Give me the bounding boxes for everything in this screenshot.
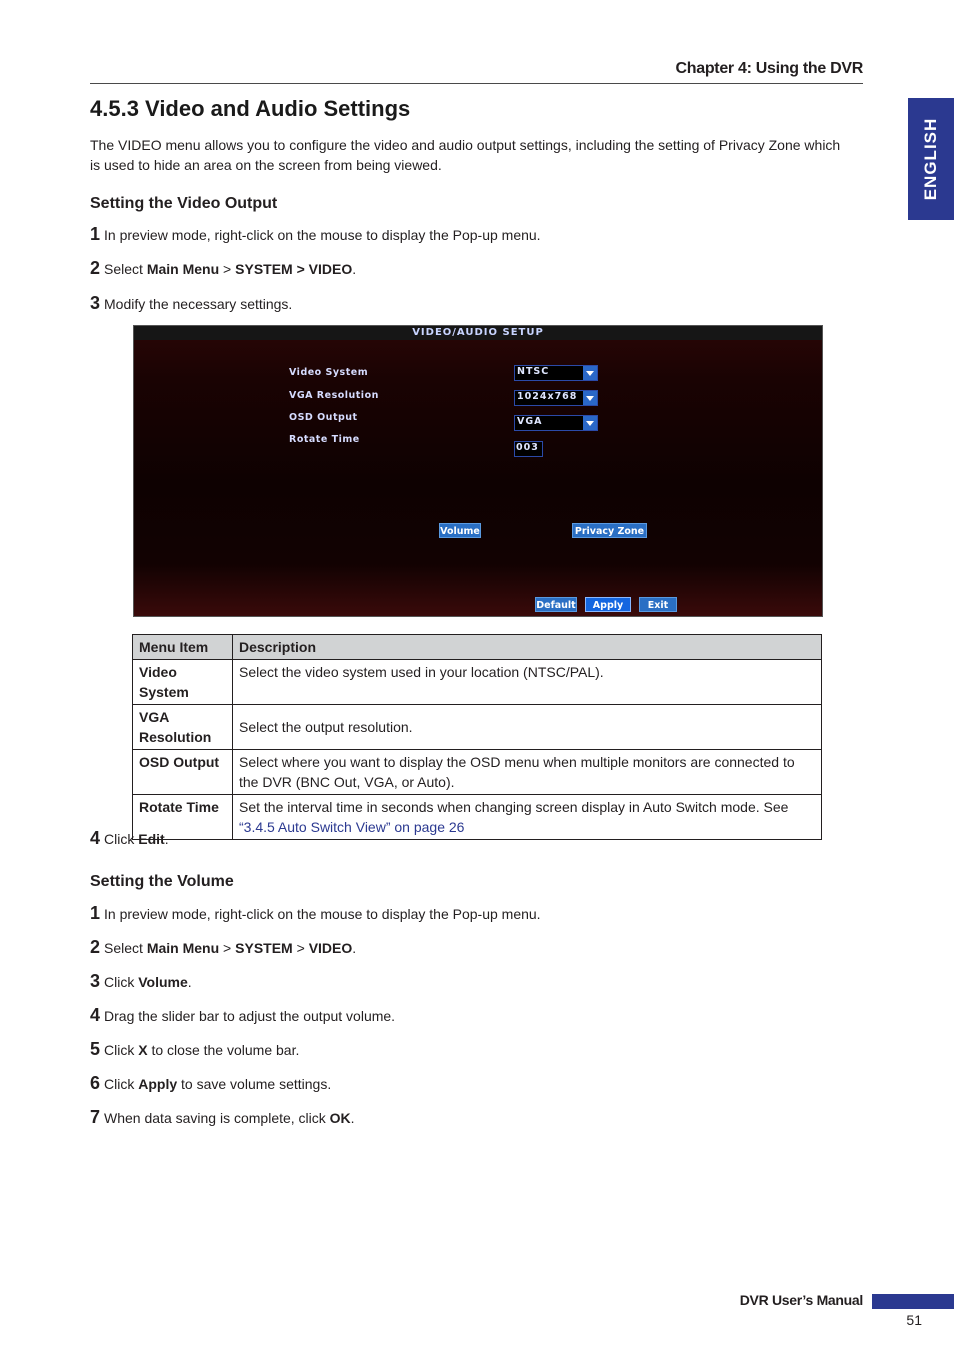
footer-accent-bar bbox=[872, 1294, 954, 1309]
step-bold: Main Menu bbox=[146, 261, 220, 277]
video-step-1 bbox=[90, 224, 541, 245]
osd-output-value: VGA bbox=[517, 416, 543, 427]
step-bold: OK bbox=[329, 1110, 351, 1126]
volume-step-2 bbox=[90, 937, 356, 958]
step-text: Select bbox=[104, 940, 147, 956]
volume-button[interactable]: Volume bbox=[439, 523, 481, 538]
table-row bbox=[133, 660, 822, 705]
step-number: 3 bbox=[90, 293, 101, 313]
video-step-4 bbox=[90, 828, 169, 849]
page-number: 51 bbox=[906, 1312, 922, 1328]
volume-step-4 bbox=[90, 1005, 395, 1026]
step-text: In preview mode, right-click on the mouse to display the Pop-up menu. bbox=[104, 227, 541, 243]
volume-step-1 bbox=[90, 903, 541, 924]
vga-resolution-value: 1024x768 bbox=[517, 391, 578, 402]
step-text: Select bbox=[104, 261, 147, 277]
language-tab bbox=[908, 98, 954, 220]
item-line: VGA bbox=[139, 709, 170, 725]
step-number: 3 bbox=[90, 971, 101, 991]
step-text: > bbox=[292, 940, 309, 956]
exit-button[interactable]: Exit bbox=[639, 597, 677, 612]
volume-heading: Setting the Volume bbox=[90, 873, 234, 890]
step-text: . bbox=[350, 1110, 355, 1126]
step-bold: Volume bbox=[138, 974, 188, 990]
step-text: . bbox=[352, 940, 357, 956]
step-number: 6 bbox=[90, 1073, 101, 1093]
step-number: 2 bbox=[90, 258, 101, 278]
section-intro: The VIDEO menu allows you to configure the video and audio output settings, including the setting of Privacy Zone which is used to hide an area on the screen from being viewed. bbox=[90, 137, 841, 173]
dvr-label-vga-resolution: VGA Resolution bbox=[289, 390, 379, 401]
desc-text: Set the interval time in seconds when changing screen display in Auto Switch mode. See bbox=[239, 799, 789, 815]
step-number: 1 bbox=[90, 903, 101, 923]
table-row bbox=[133, 795, 822, 840]
table-cell-item: OSD Output bbox=[133, 750, 233, 795]
step-text: > bbox=[219, 261, 236, 277]
vga-resolution-select[interactable] bbox=[514, 390, 598, 406]
volume-step-7 bbox=[90, 1107, 355, 1128]
section-title: 4.5.3 Video and Audio Settings bbox=[90, 96, 411, 121]
dvr-label-osd-output: OSD Output bbox=[289, 412, 358, 423]
dvr-label-video-system: Video System bbox=[289, 367, 369, 378]
item-line: Resolution bbox=[139, 729, 212, 745]
video-output-heading: Setting the Video Output bbox=[90, 195, 278, 212]
dvr-label-rotate-time: Rotate Time bbox=[289, 434, 360, 445]
table-row bbox=[133, 750, 822, 795]
step-number: 2 bbox=[90, 937, 101, 957]
step-text: > bbox=[219, 940, 236, 956]
step-number: 7 bbox=[90, 1107, 101, 1127]
language-tab-label: ENGLISH bbox=[921, 117, 940, 201]
step-text: to save volume settings. bbox=[177, 1076, 332, 1092]
step-text: In preview mode, right-click on the mouse to display the Pop-up menu. bbox=[104, 906, 541, 922]
rotate-time-input[interactable]: 003 bbox=[514, 441, 543, 457]
dvr-title: VIDEO/AUDIO SETUP bbox=[412, 327, 544, 338]
video-system-value: NTSC bbox=[517, 366, 550, 377]
step-bold: SYSTEM > VIDEO bbox=[235, 261, 353, 277]
table-header-row bbox=[133, 635, 822, 660]
table-cell-desc: Select the output resolution. bbox=[233, 705, 822, 750]
chevron-down-icon[interactable] bbox=[583, 416, 597, 430]
table-header: Menu Item bbox=[133, 635, 233, 660]
footer-manual-title: DVR User’s Manual bbox=[739, 1292, 863, 1308]
table-header: Description bbox=[233, 635, 822, 660]
menu-item-table bbox=[132, 634, 822, 840]
step-bold: Main Menu bbox=[146, 940, 220, 956]
step-bold: Apply bbox=[138, 1076, 178, 1092]
step-text: Modify the necessary settings. bbox=[104, 296, 293, 312]
privacy-zone-button[interactable]: Privacy Zone bbox=[572, 523, 647, 538]
step-text: . bbox=[164, 831, 169, 847]
cross-reference-link[interactable]: “3.4.5 Auto Switch View” on page 26 bbox=[239, 819, 465, 835]
table-cell-desc bbox=[233, 795, 822, 840]
volume-step-5 bbox=[90, 1039, 299, 1060]
step-bold: X bbox=[138, 1042, 148, 1058]
apply-button[interactable]: Apply bbox=[585, 597, 631, 612]
step-text: Click bbox=[104, 831, 139, 847]
step-text: Click bbox=[104, 1076, 139, 1092]
step-text: Drag the slider bar to adjust the output volume. bbox=[104, 1008, 396, 1024]
table-row bbox=[133, 705, 822, 750]
osd-output-select[interactable] bbox=[514, 415, 598, 431]
table-cell-item: Video System bbox=[133, 660, 233, 705]
step-bold: VIDEO bbox=[308, 940, 353, 956]
step-text: When data saving is complete, click bbox=[104, 1110, 330, 1126]
volume-step-3 bbox=[90, 971, 192, 992]
volume-step-6 bbox=[90, 1073, 331, 1094]
chapter-header: Chapter 4: Using the DVR bbox=[675, 60, 863, 77]
table-cell-desc: Select the video system used in your location (NTSC/PAL). bbox=[233, 660, 822, 705]
step-number: 4 bbox=[90, 1005, 101, 1025]
table-cell-item bbox=[133, 705, 233, 750]
chevron-down-icon[interactable] bbox=[583, 391, 597, 405]
step-bold: SYSTEM bbox=[235, 940, 293, 956]
step-text: Click bbox=[104, 1042, 139, 1058]
step-number: 5 bbox=[90, 1039, 101, 1059]
step-text: . bbox=[187, 974, 192, 990]
step-text: Click bbox=[104, 974, 139, 990]
default-button[interactable]: Default bbox=[535, 597, 577, 612]
video-step-2 bbox=[90, 258, 356, 279]
table-cell-item: Rotate Time bbox=[133, 795, 233, 840]
dvr-setup-screenshot bbox=[133, 325, 823, 617]
step-bold: Edit bbox=[138, 831, 165, 847]
chevron-down-icon[interactable] bbox=[583, 366, 597, 380]
step-number: 4 bbox=[90, 828, 101, 848]
step-text: to close the volume bar. bbox=[147, 1042, 300, 1058]
video-system-select[interactable] bbox=[514, 365, 598, 381]
step-text: . bbox=[352, 261, 357, 277]
header-divider bbox=[90, 83, 863, 84]
table-cell-desc: Select where you want to display the OSD menu when multiple monitors are connected to the DVR (BNC Out, VGA, or Auto). bbox=[233, 750, 822, 795]
video-step-3 bbox=[90, 293, 292, 314]
step-number: 1 bbox=[90, 224, 101, 244]
